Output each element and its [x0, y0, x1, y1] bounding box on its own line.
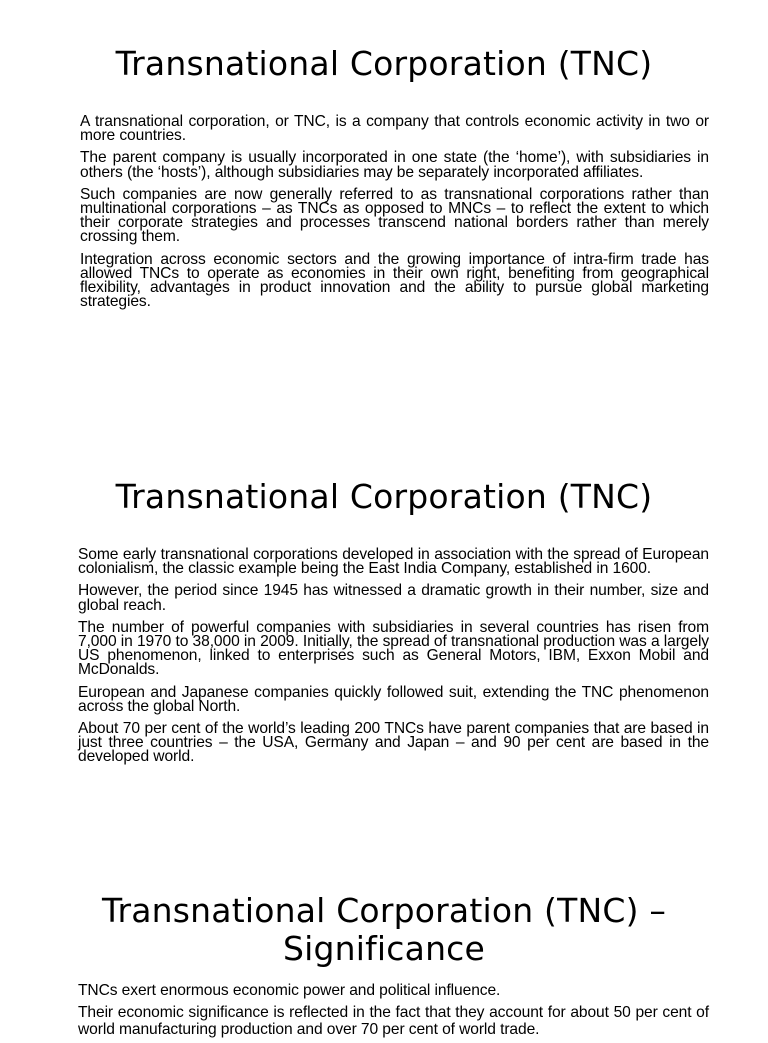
body-paragraph: However, the period since 1945 has witnessed a dramatic growth in their number, size and global reach. [78, 582, 709, 614]
slide-1 [0, 0, 768, 430]
body-paragraph: Some early transnational corporations developed in association with the spread of European colonialism, the classic example being the East India Company, established in 1600. [78, 546, 709, 578]
slide-3 [0, 860, 768, 1038]
slide-title: Transnational Corporation (TNC) [115, 44, 653, 83]
body-paragraph: About 70 per cent of the world’s leading 200 TNCs have parent companies that are based in just three countries – the USA, Germany and Japan – and 90 per cent are based in the developed world. [78, 720, 709, 766]
body-paragraph: Such companies are now generally referred to as transnational corporations rather than multinational corporations – as TNCs as opposed to MNCs – to reflect the extent to which their corporate strategies and processes transcend national borders rather than merely crossing them. [80, 185, 709, 246]
body-paragraph: European and Japanese companies quickly followed suit, extending the TNC phenomenon across the global North. [78, 683, 709, 715]
body-paragraph: The parent company is usually incorporated in one state (the ‘home’), with subsidiaries in others (the ‘hosts’), although subsidiaries may be separately incorporated affiliates. [80, 149, 709, 181]
body-paragraph: The number of powerful companies with subsidiaries in several countries has risen from 7,000 in 1970 to 38,000 in 2009. Initially, the spread of transnational production was a largely US phenomenon, linked to enterprises such as General Motors, IBM, Exxon Mobil and McDonalds. [78, 618, 709, 679]
slide-2 [0, 430, 768, 860]
body-paragraph: Their economic significance is reflected in the fact that they account for about 50 per cent of world manufacturing production and over 70 per cent of world trade. [78, 1004, 709, 1038]
body-paragraph: A transnational corporation, or TNC, is a company that controls economic activity in two or more countries. [80, 113, 709, 145]
body-paragraph: Integration across economic sectors and the growing importance of intra-firm trade has allowed TNCs to operate as economies in their own right, benefiting from geographical flexibility, advantages in product innovation and the ability to pursue global marketing strategies. [80, 250, 709, 311]
slide-body [78, 982, 709, 1043]
slide-body [80, 115, 709, 317]
slide-title: Transnational Corporation (TNC) [115, 477, 653, 516]
slide-title: Transnational Corporation (TNC) – Significance [101, 891, 667, 968]
slide-body [78, 548, 709, 773]
body-paragraph: TNCs exert enormous economic power and political influence. [78, 982, 501, 999]
